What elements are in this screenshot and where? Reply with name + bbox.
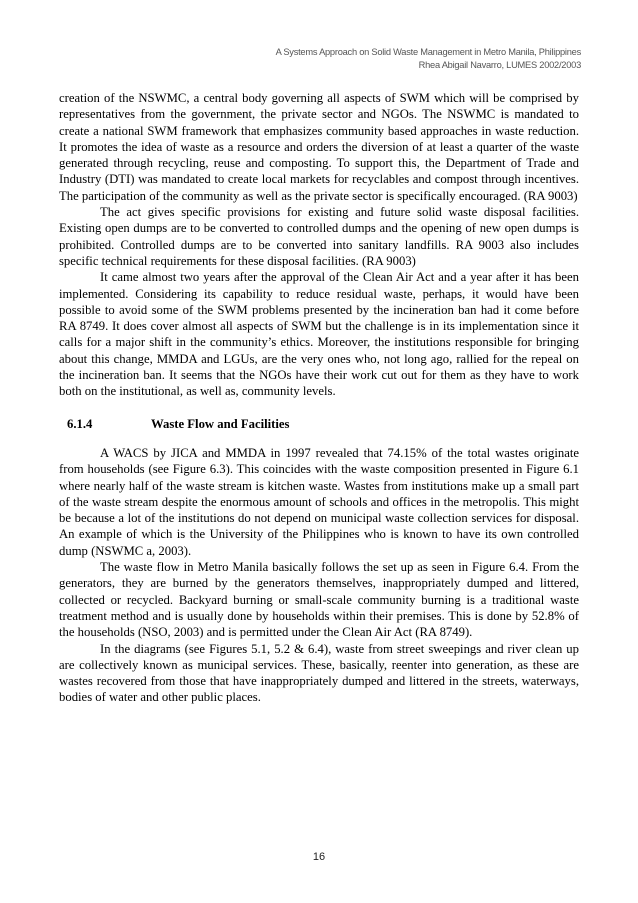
paragraph: The waste flow in Metro Manila basically follows the set up as seen in Figure 6.4. From the generators, they are burned by the generators themselves, inappropriately dumped and littered, collected or recycled. Backyard burning or small-scale community burning is a traditional waste treatment method and is usually done by households within their premises. This is done by 52.8% of the households (NSO, 2003) and is permitted under the Clean Air Act (RA 8749). <box>59 560 579 640</box>
section-number: 6.1.4 <box>67 416 93 431</box>
paragraph: creation of the NSWMC, a central body governing all aspects of SWM which will be comprised by representatives from the government, the private sector and NGOs. The NSWMC is mandated to create a national SWM framework that emphasizes community based approaches in waste reduction. It promotes the idea of waste as a resource and orders the diversion of at least a quarter of the waste generated through recycling, reuse and composting. To support this, the Department of Trade and Industry (DTI) was mandated to create local markets for recyclables and compost through incentives. The participation of the community as well as the private sector is specifically encouraged. (RA 9003) <box>59 91 579 203</box>
paragraph: In the diagrams (see Figures 5.1, 5.2 & 6.4), waste from street sweepings and river clean up are collectively known as municipal services. These, basically, reenter into generation, as these are wastes recovered from those that have inappropriately dumped and littered in the streets, waterways, bodies of water and other public places. <box>59 641 579 705</box>
page-number: 16 <box>312 851 326 863</box>
running-header <box>161 46 581 72</box>
body-text <box>59 90 579 706</box>
section-heading <box>59 416 579 432</box>
section-title: Waste Flow and Facilities <box>151 416 290 431</box>
header-author: Rhea Abigail Navarro, LUMES 2002/2003 <box>418 60 581 70</box>
paragraph: The act gives specific provisions for existing and future solid waste disposal facilities. Existing open dumps are to be converted to controlled dumps and the opening of new open dumps is prohibited. Controlled dumps are to be converted into sanitary landfills. RA 9003 also includes specific technical requirements for these disposal facilities. (RA 9003) <box>59 205 579 268</box>
header-title: A Systems Approach on Solid Waste Management in Metro Manila, Philippines <box>275 47 581 57</box>
paragraph: It came almost two years after the approval of the Clean Air Act and a year after it has been implemented. Considering its capability to reduce residual waste, perhaps, it would have been possible to avoid some of the SWM problems presented by the incineration ban had it come before RA 8749. It does cover almost all aspects of SWM but the challenge is in its implementation since it calls for a major shift in the community’s ethics. Moreover, the institutions responsible for bringing about this change, MMDA and LGUs, are the very ones who, not long ago, rallied for the repeal on the incineration ban. It seems that the NGOs have their work cut out for them as they have to work both on the institutional, as well as, community levels. <box>59 270 579 399</box>
paragraph: A WACS by JICA and MMDA in 1997 revealed that 74.15% of the total wastes originate from households (see Figure 6.3). This coincides with the waste composition presented in Figure 6.1 where nearly half of the waste stream is kitchen waste. Wastes from institutions make up a small part of the waste stream despite the enormous amount of schools and offices in the metropolis. This might be because a lot of the institutions do not depend on municipal waste collection services for disposal. An example of which is the University of the Philippines who is known to have its own controlled dump (NSWMC a, 2003). <box>59 445 579 558</box>
